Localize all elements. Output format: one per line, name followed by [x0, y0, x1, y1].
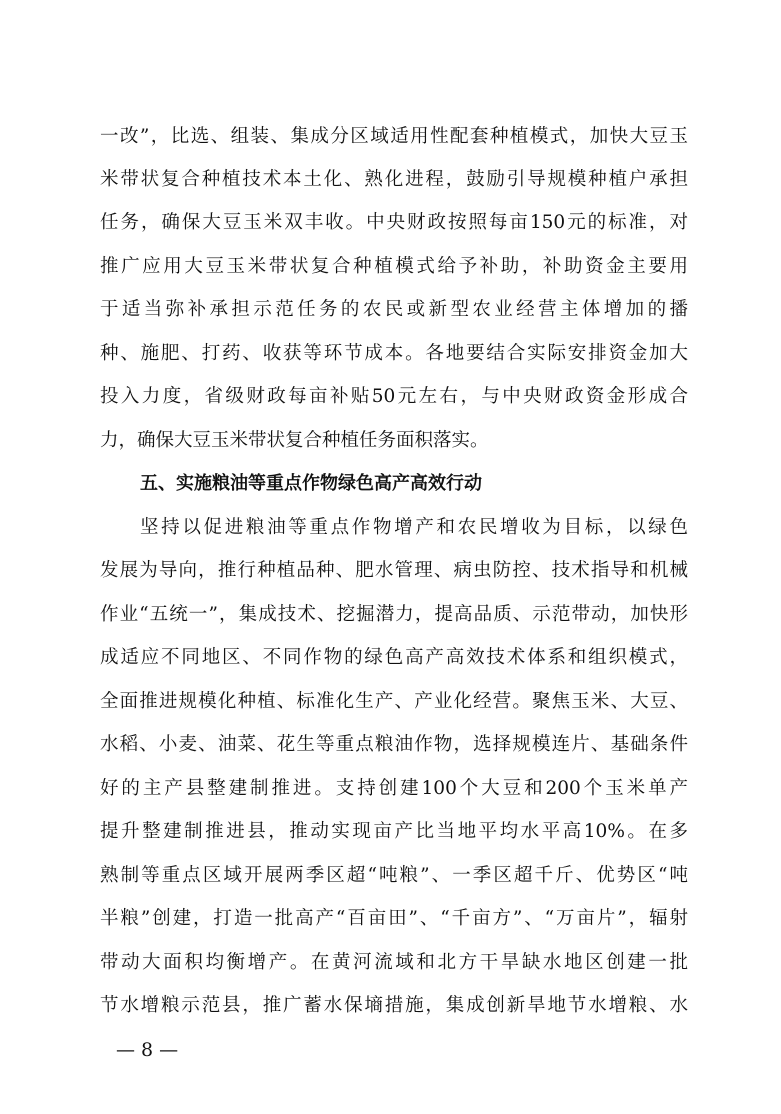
paragraph-1-line: 一改”，比选、组装、集成分区域适用性配套种植模式，加快大豆玉 — [100, 126, 688, 147]
paragraph-2-line: 成适应不同地区、不同作物的绿色高产高效技术体系和组织模式， — [100, 647, 688, 668]
paragraph-2-line: 带动大面积均衡增产。在黄河流域和北方干旱缺水地区创建一批 — [100, 952, 688, 973]
paragraph-1-line: 于适当弥补承担示范任务的农民或新型农业经营主体增加的播 — [100, 299, 688, 320]
paragraph-1-line: 米带状复合种植技术本土化、熟化进程，鼓励引导规模种植户承担 — [100, 169, 688, 190]
paragraph-1-line: 种、施肥、打药、收获等环节成本。各地要结合实际安排资金加大 — [100, 343, 688, 364]
paragraph-2-line: 作业“五统一”，集成技术、挖掘潜力，提高品质、示范带动，加快形 — [100, 604, 688, 625]
paragraph-2-line: 半粮”创建，打造一批高产“百亩田”、“千亩方”、“万亩片”，辐射 — [100, 908, 688, 929]
paragraph-2-line: 水稻、小麦、油菜、花生等重点粮油作物，选择规模连片、基础条件 — [100, 734, 688, 755]
paragraph-2-line: 好的主产县整建制推进。支持创建100个大豆和200个玉米单产 — [100, 778, 688, 799]
paragraph-2-line: 熟制等重点区域开展两季区超“吨粮”、一季区超千斤、优势区“吨 — [100, 865, 688, 886]
paragraph-1-line: 投入力度，省级财政每亩补贴50元左右，与中央财政资金形成合 — [100, 386, 688, 407]
page-number: — 8 — — [116, 1039, 179, 1061]
paragraph-2-line: 发展为导向，推行种植品种、肥水管理、病虫防控、技术指导和机械 — [100, 560, 688, 581]
paragraph-1-line: 力，确保大豆玉米带状复合种植任务面积落实。 — [100, 430, 489, 451]
paragraph-2-line: 坚持以促进粮油等重点作物增产和农民增收为目标，以绿色 — [140, 517, 688, 538]
paragraph-1-line: 任务，确保大豆玉米双丰收。中央财政按照每亩150元的标准，对 — [100, 212, 688, 233]
paragraph-2-line: 提升整建制推进县，推动实现亩产比当地平均水平高10%。在多 — [100, 821, 688, 842]
paragraph-1-line: 推广应用大豆玉米带状复合种植模式给予补助，补助资金主要用 — [100, 256, 688, 277]
paragraph-2-line: 节水增粮示范县，推广蓄水保墒措施，集成创新旱地节水增粮、水 — [100, 995, 688, 1016]
paragraph-2-line: 全面推进规模化种植、标准化生产、产业化经营。聚焦玉米、大豆、 — [100, 691, 688, 712]
section-heading: 五、实施粮油等重点作物绿色高产高效行动 — [140, 473, 482, 494]
